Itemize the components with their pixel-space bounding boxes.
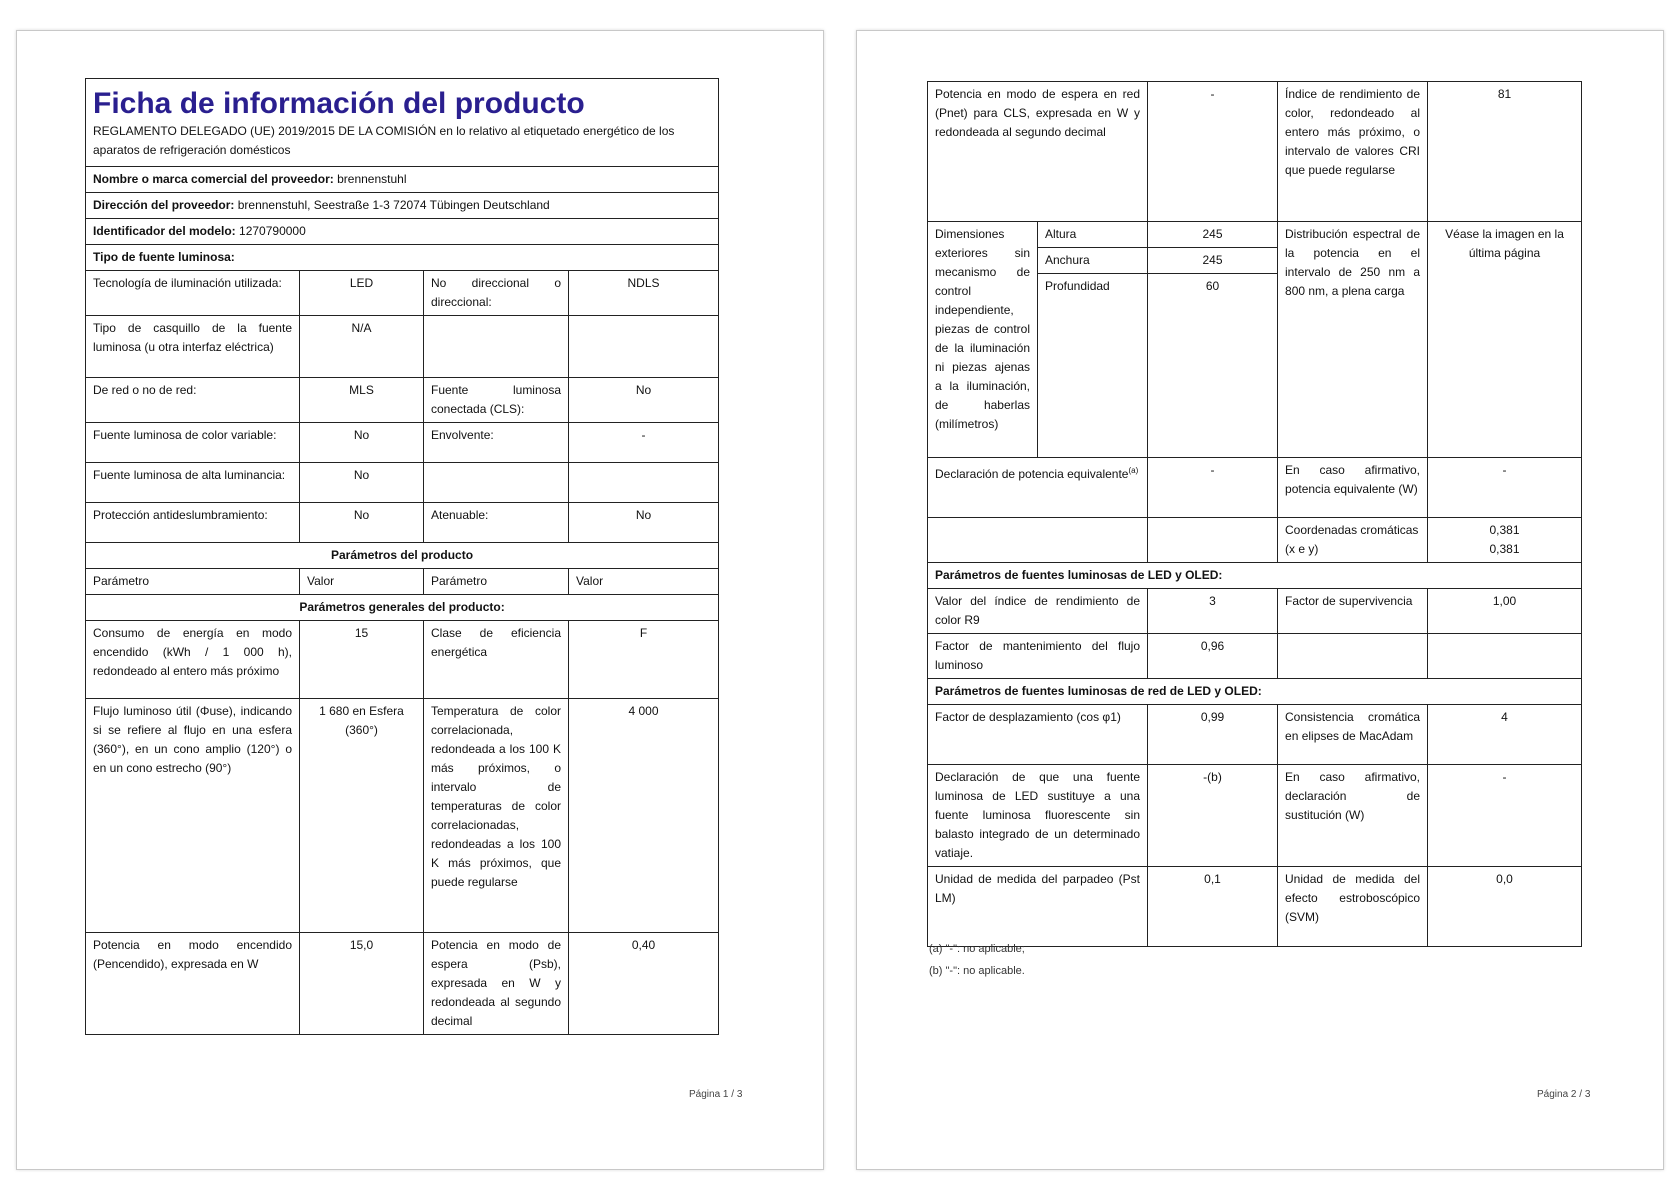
dimension-name: Profundidad <box>1038 274 1148 458</box>
table-row <box>86 503 719 543</box>
value-cell: - <box>1428 765 1582 867</box>
param-cell: Temperatura de color correlacionada, redondeada a los 100 K más próximos, o intervalo de temperaturas de color correlacionadas, redondeadas a los 100 K más próximos, que puede regularse <box>424 699 569 933</box>
value-cell: 0,96 <box>1148 634 1278 679</box>
value-cell: 3 <box>1148 589 1278 634</box>
value-cell <box>1428 634 1582 679</box>
param-cell: Protección antideslumbramiento: <box>86 503 300 543</box>
supplier-row <box>86 167 719 193</box>
param-cell <box>1278 634 1428 679</box>
table-row <box>928 518 1582 563</box>
chroma-x: 0,381 <box>1489 523 1520 537</box>
address-row <box>86 193 719 219</box>
table-row <box>928 458 1582 518</box>
table-row <box>928 634 1582 679</box>
model-label: Identificador del modelo: <box>93 224 236 238</box>
col-header: Valor <box>569 569 719 595</box>
chroma-y: 0,381 <box>1489 542 1520 556</box>
value-cell: 0,40 <box>569 933 719 1035</box>
product-info-table-continued <box>927 81 1582 947</box>
param-cell <box>424 316 569 378</box>
param-cell: En caso afirmativo, potencia equivalente (W) <box>1278 458 1428 518</box>
chroma-value <box>1428 518 1582 563</box>
document-page-1 <box>16 30 824 1170</box>
table-row <box>86 423 719 463</box>
chroma-label: Coordenadas cromáticas (x e y) <box>1278 518 1428 563</box>
table-row <box>86 463 719 503</box>
param-cell: Potencia en modo de espera (Psb), expresada en W y redondeada al segundo decimal <box>424 933 569 1035</box>
supplier-value: brennenstuhl <box>337 172 407 186</box>
model-value: 1270790000 <box>239 224 306 238</box>
table-row <box>928 82 1582 222</box>
value-cell: NDLS <box>569 271 719 316</box>
value-cell: 1 680 en Esfera (360°) <box>300 699 424 933</box>
param-cell: Unidad de medida del parpadeo (Pst LM) <box>928 867 1148 947</box>
param-cell: Unidad de medida del efecto estroboscópico (SVM) <box>1278 867 1428 947</box>
param-cell: Consumo de energía en modo encendido (kWh / 1 000 h), redondeado al entero más próximo <box>86 621 300 699</box>
col-header: Parámetro <box>86 569 300 595</box>
table-row <box>86 271 719 316</box>
value-cell: 15 <box>300 621 424 699</box>
equiv-label: Declaración de potencia equivalente <box>935 467 1129 481</box>
param-cell: Índice de rendimiento de color, redondeado al entero más próximo, o intervalo de valores CRI que puede regularse <box>1278 82 1428 222</box>
param-cell: Fuente luminosa de color variable: <box>86 423 300 463</box>
spectral-label: Distribución espectral de la potencia en el intervalo de 250 nm a 800 nm, a plena carga <box>1278 222 1428 458</box>
value-cell: 0,0 <box>1428 867 1582 947</box>
page-title: Ficha de información del producto <box>93 87 585 120</box>
dimensions-label: Dimensiones exteriores sin mecanismo de control independiente, piezas de control de la iluminación ni piezas ajenas a la iluminación, de haberlas (milímetros) <box>928 222 1038 458</box>
dimension-value: 245 <box>1148 248 1278 274</box>
empty-cell <box>928 518 1148 563</box>
value-cell: F <box>569 621 719 699</box>
param-cell: Factor de supervivencia <box>1278 589 1428 634</box>
value-cell: -(b) <box>1148 765 1278 867</box>
col-header: Valor <box>300 569 424 595</box>
value-cell: 4 <box>1428 705 1582 765</box>
param-cell: Fuente luminosa conectada (CLS): <box>424 378 569 423</box>
param-cell: No direccional o direccional: <box>424 271 569 316</box>
led-params-header: Parámetros de fuentes luminosas de LED y OLED: <box>928 563 1582 589</box>
col-header: Parámetro <box>424 569 569 595</box>
product-info-table <box>85 78 719 1035</box>
param-cell: Tecnología de iluminación utilizada: <box>86 271 300 316</box>
param-cell: Flujo luminoso útil (Φuse), indicando si se refiere al flujo en una esfera (360°), en un cono amplio (120°) o en un cono estrecho (90°) <box>86 699 300 933</box>
table-row <box>86 933 719 1035</box>
value-cell: MLS <box>300 378 424 423</box>
table-row <box>86 378 719 423</box>
dimension-value: 60 <box>1148 274 1278 458</box>
param-cell: Potencia en modo encendido (Pencendido), expresada en W <box>86 933 300 1035</box>
table-row <box>86 316 719 378</box>
param-cell: Factor de mantenimiento del flujo luminoso <box>928 634 1148 679</box>
value-cell: 81 <box>1428 82 1582 222</box>
page-number: Página 1 / 3 <box>689 1089 743 1100</box>
empty-cell <box>1148 518 1278 563</box>
footnote-b: (b) "-": no aplicable. <box>929 965 1025 977</box>
dimension-value: 245 <box>1148 222 1278 248</box>
table-row <box>928 705 1582 765</box>
param-cell: Consistencia cromática en elipses de MacAdam <box>1278 705 1428 765</box>
value-cell: No <box>569 378 719 423</box>
param-cell: En caso afirmativo, declaración de sustitución (W) <box>1278 765 1428 867</box>
dimension-name: Anchura <box>1038 248 1148 274</box>
param-cell: Clase de eficiencia energética <box>424 621 569 699</box>
value-cell <box>569 463 719 503</box>
light-type-header: Tipo de fuente luminosa: <box>86 245 719 271</box>
value-cell: 0,1 <box>1148 867 1278 947</box>
value-cell: N/A <box>300 316 424 378</box>
document-page-2 <box>856 30 1664 1170</box>
value-cell: - <box>1428 458 1582 518</box>
table-row <box>928 589 1582 634</box>
equiv-label-cell <box>928 458 1148 518</box>
value-cell: No <box>300 423 424 463</box>
param-cell: Tipo de casquillo de la fuente luminosa (u otra interfaz eléctrica) <box>86 316 300 378</box>
model-row <box>86 219 719 245</box>
address-label: Dirección del proveedor: <box>93 198 235 212</box>
dimension-row <box>928 222 1582 248</box>
footnote-ref: (a) <box>1128 466 1139 475</box>
value-cell: 15,0 <box>300 933 424 1035</box>
param-cell: De red o no de red: <box>86 378 300 423</box>
value-cell: - <box>569 423 719 463</box>
address-value: brennenstuhl, Seestraße 1-3 72074 Tübingen Deutschland <box>237 198 550 212</box>
table-row <box>86 699 719 933</box>
param-cell: Atenuable: <box>424 503 569 543</box>
mains-params-header: Parámetros de fuentes luminosas de red de LED y OLED: <box>928 679 1582 705</box>
general-params-header: Parámetros generales del producto: <box>86 595 719 621</box>
page-number: Página 2 / 3 <box>1537 1089 1591 1100</box>
param-cell: Envolvente: <box>424 423 569 463</box>
column-header-row <box>86 569 719 595</box>
value-cell: 1,00 <box>1428 589 1582 634</box>
value-cell: LED <box>300 271 424 316</box>
spectral-value: Véase la imagen en la última página <box>1428 222 1582 458</box>
param-cell <box>424 463 569 503</box>
table-row <box>928 867 1582 947</box>
param-cell: Declaración de que una fuente luminosa de LED sustituye a una fuente luminosa fluorescente sin balasto integrado de un determinado vatiaje. <box>928 765 1148 867</box>
supplier-label: Nombre o marca comercial del proveedor: <box>93 172 334 186</box>
value-cell: 4 000 <box>569 699 719 933</box>
value-cell: No <box>300 463 424 503</box>
value-cell: No <box>569 503 719 543</box>
product-params-header: Parámetros del producto <box>86 543 719 569</box>
table-row <box>928 765 1582 867</box>
value-cell: - <box>1148 458 1278 518</box>
footnote-a: (a) "-": no aplicable; <box>929 943 1025 955</box>
value-cell: - <box>1148 82 1278 222</box>
value-cell: 0,99 <box>1148 705 1278 765</box>
table-row <box>86 621 719 699</box>
param-cell: Potencia en modo de espera en red (Pnet) para CLS, expresada en W y redondeada al segundo decimal <box>928 82 1148 222</box>
dimension-name: Altura <box>1038 222 1148 248</box>
param-cell: Valor del índice de rendimiento de color R9 <box>928 589 1148 634</box>
regulation-text: REGLAMENTO DELEGADO (UE) 2019/2015 DE LA COMISIÓN en lo relativo al etiquetado energético de los aparatos de refrigeración domésticos <box>93 124 675 157</box>
value-cell: No <box>300 503 424 543</box>
param-cell: Fuente luminosa de alta luminancia: <box>86 463 300 503</box>
value-cell <box>569 316 719 378</box>
param-cell: Factor de desplazamiento (cos φ1) <box>928 705 1148 765</box>
